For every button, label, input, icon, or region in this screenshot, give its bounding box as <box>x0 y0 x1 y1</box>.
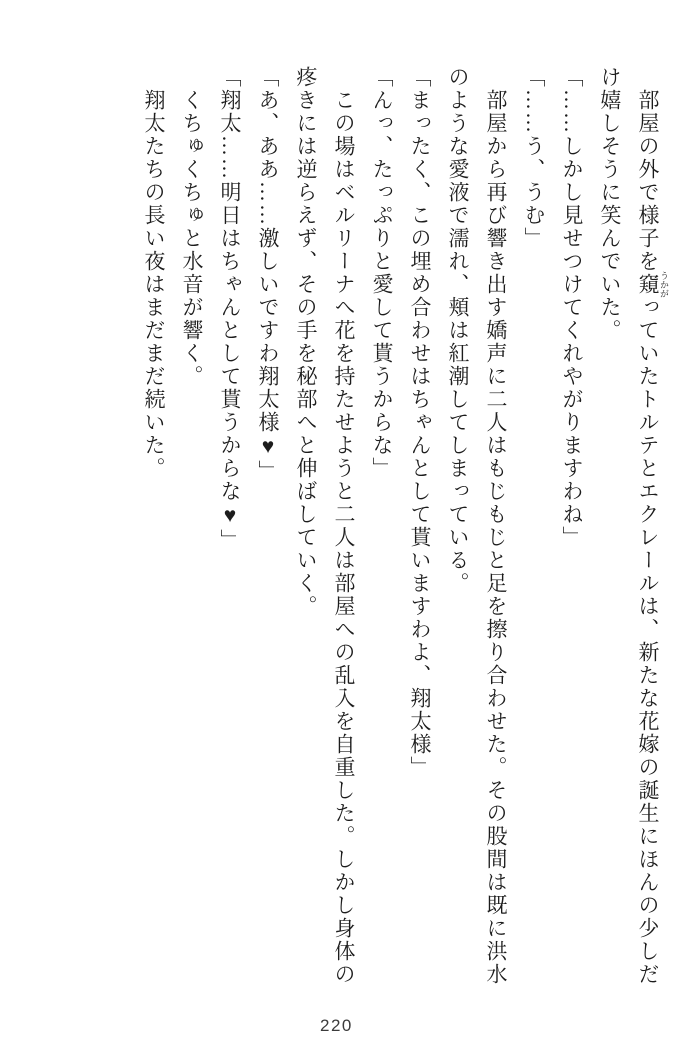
narration-paragraph: この場はベルリーナへ花を持たせようと二人は部屋への乱入を自重した。しかし身体の疼きには逆らえず、その手を秘部へと伸ばしていく。 <box>294 66 356 986</box>
ruby-annotated-kanji: 窺 うかが <box>636 271 669 298</box>
dialogue-line: 「んっ、たっぷりと愛して貰うからな」 <box>370 66 394 480</box>
narration-paragraph: くちゅくちゅと水音が響く。 <box>180 89 204 388</box>
dialogue-line: 「あ、ああ……激しいですわ翔太様♥」 <box>256 66 280 483</box>
narration-paragraph: 部屋から再び響き出す嬌声に二人はもじもじと足を擦り合わせた。その股間は既に洪水のような愛液で濡れ、頬は紅潮してしまっている。 <box>446 66 508 986</box>
dialogue-line: 「翔太……明日はちゃんとして貰うからな♥」 <box>218 66 242 552</box>
narration-paragraph: 部屋の外で様子を窺 うかがっていたトルテとエクレールは、新たな花嫁の誕生にほんの少しだけ嬉しそうに笑んでいた。 <box>598 66 669 986</box>
page-number: 220 <box>320 1016 353 1035</box>
dialogue-line: 「……しかし見せつけてくれやがりますわね」 <box>560 66 584 549</box>
vertical-text-block <box>135 66 669 986</box>
furigana: うかが <box>659 271 669 298</box>
dialogue-line: 「まったく、この埋め合わせはちゃんとして貰いますわよ、翔太様」 <box>408 66 432 779</box>
narration-paragraph: 翔太たちの長い夜はまだまだ続いた。 <box>142 89 166 480</box>
dialogue-line: 「……う、うむ」 <box>522 66 546 250</box>
